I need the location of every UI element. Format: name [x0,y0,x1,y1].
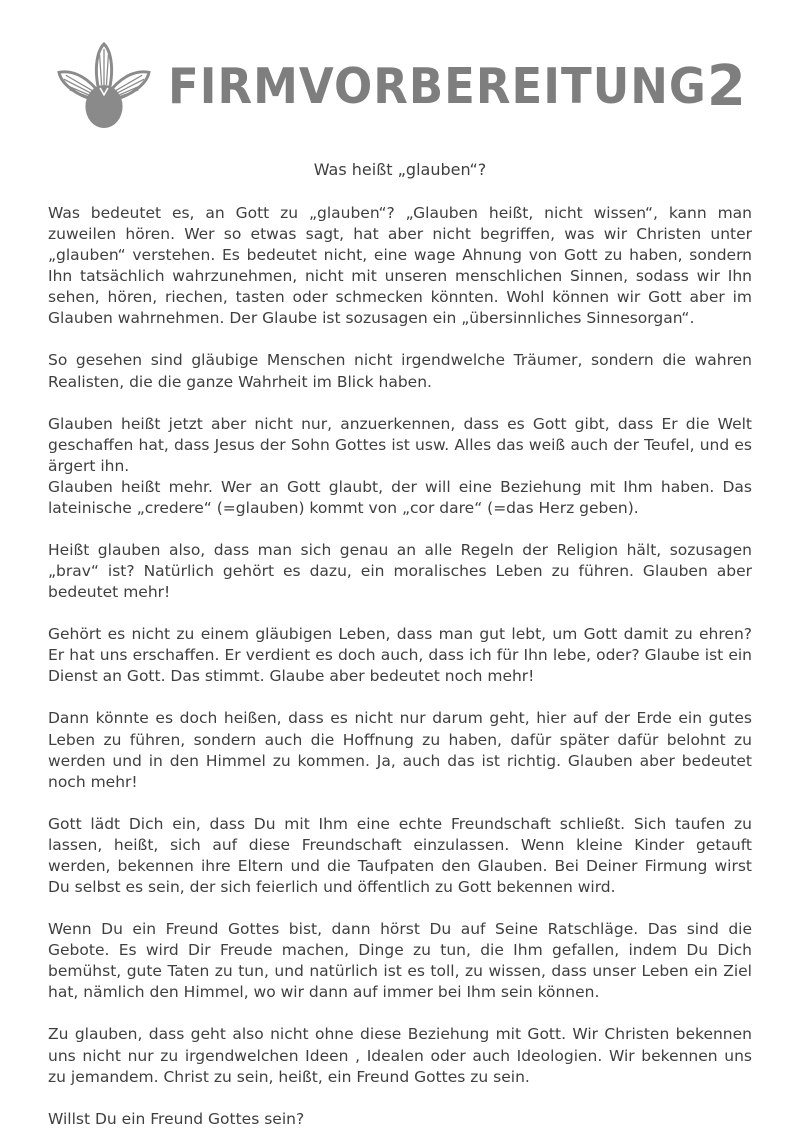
paragraph: Gott lädt Dich ein, dass Du mit Ihm eine echte Freundschaft schließt. Sich taufen zu lassen, heißt, sich auf diese Freundschaft einzulassen. Wenn kleine Kinder getauft werden, bekennen ihre Eltern und die Taufpaten den Glauben. Bei Deiner Firmung wirst Du selbst es sein, der sich feierlich und öffentlich zu Gott bekennen wird. [48,814,752,897]
paragraph: Was bedeutet es, an Gott zu „glauben“? „Glauben heißt, nicht wissen“, kann man zuweilen hören. Wer so etwas sagt, hat aber nicht begriffen, was wir Christen unter „glauben“ verstehen. Es bedeutet nicht, eine wage Ahnung von Gott zu haben, sondern Ihn tatsächlich wahrzunehmen, nicht mit unseren menschlichen Sinnen, sodass wir Ihn sehen, hören, riechen, tasten oder schmecken könnten. Wohl können wir Gott aber im Glauben wahrnehmen. Der Glaube ist sozusagen ein „übersinnliches Sinnesorgan“. [48,204,752,328]
document-header [54,42,746,130]
paragraph: Dann könnte es doch heißen, dass es nicht nur darum geht, hier auf der Erde ein gutes Leben zu führen, sondern auch die Hoffnung zu haben, dafür später dafür belohnt zu werden und in den Himmel zu kommen. Ja, auch das ist richtig. Glauben aber bedeutet noch mehr! [48,709,752,791]
paragraph: Wenn Du ein Freund Gottes bist, dann hörst Du auf Seine Ratschläge. Das sind die Gebote. Es wird Dir Freude machen, Dinge zu tun, die Ihm gefallen, indem Du Dich bemühst, gute Taten zu tun, und natürlich ist es toll, zu wissen, dass unser Leben ein Ziel hat, nämlich den Himmel, wo wir dann auf immer bei Ihm sein können. [48,920,752,1002]
paragraph: Glauben heißt jetzt aber nicht nur, anzuerkennen, dass es Gott gibt, dass Er die Welt geschaffen hat, dass Jesus der Sohn Gottes ist usw. Alles das weiß auch der Teufel, und es ärgert ihn. [48,414,752,475]
document-heading: Was heißt „glauben“? [313,160,487,179]
page-title: FIRMVORBEREITUNG [168,57,707,115]
document-body [0,179,800,1130]
holy-spirit-dove-icon [54,42,154,130]
paragraph: Zu glauben, dass geht also nicht ohne diese Beziehung mit Gott. Wir Christen bekennen uns nicht nur zu irgendwelchen Ideen , Idealen oder auch Ideologien. Wir bekennen uns zu jemandem. Christ zu sein, heißt, ein Freund Gottes zu sein. [48,1025,752,1086]
paragraph: Heißt glauben also, dass man sich genau an alle Regeln der Religion hält, sozusagen „brav“ ist? Natürlich gehört es dazu, ein moralisches Leben zu führen. Glauben aber bedeutet mehr! [48,541,752,602]
paragraph: Glauben heißt mehr. Wer an Gott glaubt, der will eine Beziehung mit Ihm haben. Das lateinische „credere“ (=glauben) kommt von „cor dare“ (=das Herz geben). [48,477,752,517]
paragraph: Gehört es nicht zu einem gläubigen Leben, dass man gut lebt, um Gott damit zu ehren? Er hat uns erschaffen. Er verdient es doch auch, dass ich für Ihn lebe, oder? Glaube ist ein Dienst an Gott. Das stimmt. Glaube aber bedeutet noch mehr! [48,625,752,686]
page-number: 2 [706,53,746,119]
title-row [168,54,750,119]
paragraph: Willst Du ein Freund Gottes sein? [48,1109,305,1128]
paragraph: So gesehen sind gläubige Menschen nicht irgendwelche Träumer, sondern die wahren Realisten, die die ganze Wahrheit im Blick haben. [48,351,752,391]
